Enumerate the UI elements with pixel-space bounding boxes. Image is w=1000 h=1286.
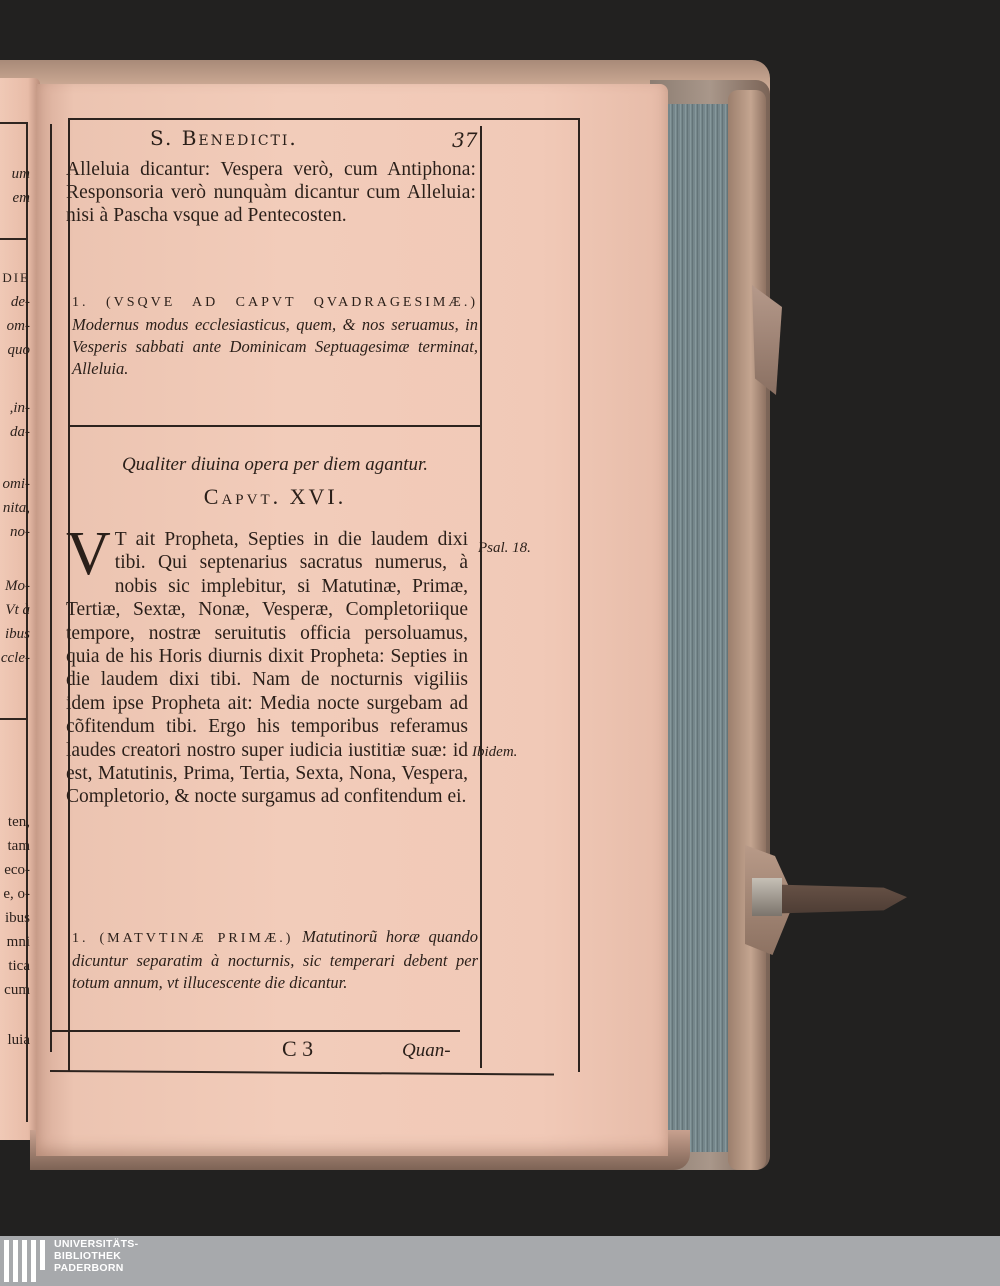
note-heading: 1. (VSQVE AD CAPVT QVADRAGESIMÆ.) <box>72 295 478 310</box>
left-fragment: om- <box>6 318 30 334</box>
left-fragment: em <box>12 190 30 206</box>
note-body: Modernus modus ecclesiasticus, quem, & nos seruamus, in Vesperis sabbati ante Dominicam Septuagesimæ terminat, Alleluia. <box>72 315 478 378</box>
left-fragment: de- <box>10 294 30 310</box>
chapter-title: Capvt. XVI. <box>203 484 347 509</box>
commentary-note-1 <box>72 290 478 380</box>
left-fragment: ibus <box>4 626 30 642</box>
library-logo-icon <box>4 1240 46 1282</box>
drop-cap: V <box>66 520 111 588</box>
paragraph-top: Alleluia dicantur: Vespera verò, cum Antiphona: Responsoria verò nunquàm dicantur cum Alleluia: nisi à Pascha vsque ad Pentecosten. <box>66 159 476 226</box>
print-frame-left <box>50 124 52 1052</box>
left-rule-top <box>0 122 26 124</box>
section-divider <box>70 425 480 427</box>
margin-note-psalm: Psal. 18. <box>478 540 531 556</box>
left-fragment: tica <box>8 958 30 974</box>
signature-mark: C 3 <box>282 1036 314 1061</box>
left-fragment: ten, <box>7 814 30 830</box>
left-fragment: cum <box>4 982 30 998</box>
chapter-body: T ait Propheta, Septies in die laudem dixi tibi. Qui septenarius sacratus numerus, à nobis sic implebitur, si Matutinæ, Primæ, Tertiæ, Sextæ, Nonæ, Vesperæ, Completoriique tempore, nostræ seruitutis officia persoluamus, quia de his Horis diurnis dixit Propheta: Septies in die laudem dixi tibi. Nam de nocturnis vigiliis idem ipse Propheta ait: Media nocte surgebam ad cõfitendum tibi. Ergo his temporibus referamus laudes creatori nostro super iudicia iustitiæ suæ: id est, Matutinis, Prima, Tertia, Sexta, Nona, Vespera, Completorio, & nocte surgamus ad confitendum ei. <box>66 529 468 808</box>
catchword: Quan- <box>402 1040 451 1061</box>
library-footer <box>0 1236 1000 1286</box>
left-rule <box>0 238 26 240</box>
clasp-metal-plate <box>752 878 782 916</box>
left-fragment: Mo- <box>5 578 30 594</box>
left-fragment: luia <box>7 1032 30 1048</box>
library-name-line2: BIBLIOTHEK <box>54 1250 122 1262</box>
left-fragment: tam <box>7 838 30 854</box>
running-head: S. Benedicti. <box>150 126 298 150</box>
note-heading: 1. (MATVTINÆ PRIMÆ.) <box>72 931 294 946</box>
left-fragment: da- <box>10 424 30 440</box>
left-fragment: ibus <box>4 910 30 926</box>
left-fragment: ccle- <box>0 650 30 666</box>
left-fragment: quo <box>7 342 30 358</box>
left-rule <box>0 718 26 720</box>
left-fragment: um <box>11 166 30 182</box>
left-fragment: nita, <box>2 500 30 516</box>
clasp-top-fragment <box>752 285 782 395</box>
left-fragment: eco- <box>4 862 30 878</box>
left-fragment: no- <box>10 524 30 540</box>
library-name-line3: PADERBORN <box>54 1262 124 1274</box>
print-frame-inner <box>480 126 482 1068</box>
library-name-line1: UNIVERSITÄTS- <box>54 1238 139 1250</box>
library-name <box>54 1238 138 1274</box>
chapter-subtitle: Qualiter diuina opera per diem agantur. <box>121 454 429 475</box>
left-page-edge <box>0 78 40 1140</box>
left-fragment: mni <box>6 934 30 950</box>
left-fragment: Vt à <box>5 602 30 618</box>
page-number: 37 <box>452 128 478 152</box>
left-fragment: e, o- <box>3 886 30 902</box>
note-body: Matutinorũ horæ quando dicuntur separatim à nocturnis, sic temperari debent per totum annum, vt illucescente die dicantur. <box>72 927 478 992</box>
left-page-fragments <box>0 78 40 1140</box>
left-fragment: DIE <box>2 270 30 285</box>
left-fragment: omi- <box>2 476 30 492</box>
book-binding <box>728 90 766 1170</box>
chapter-text <box>66 520 468 809</box>
margin-note-ibidem: Ibidem. <box>472 744 518 760</box>
print-frame-inner-bottom <box>52 1030 460 1032</box>
page-fore-edge <box>664 104 734 1152</box>
commentary-note-2 <box>72 926 478 994</box>
left-fragment: ,in- <box>9 400 30 416</box>
